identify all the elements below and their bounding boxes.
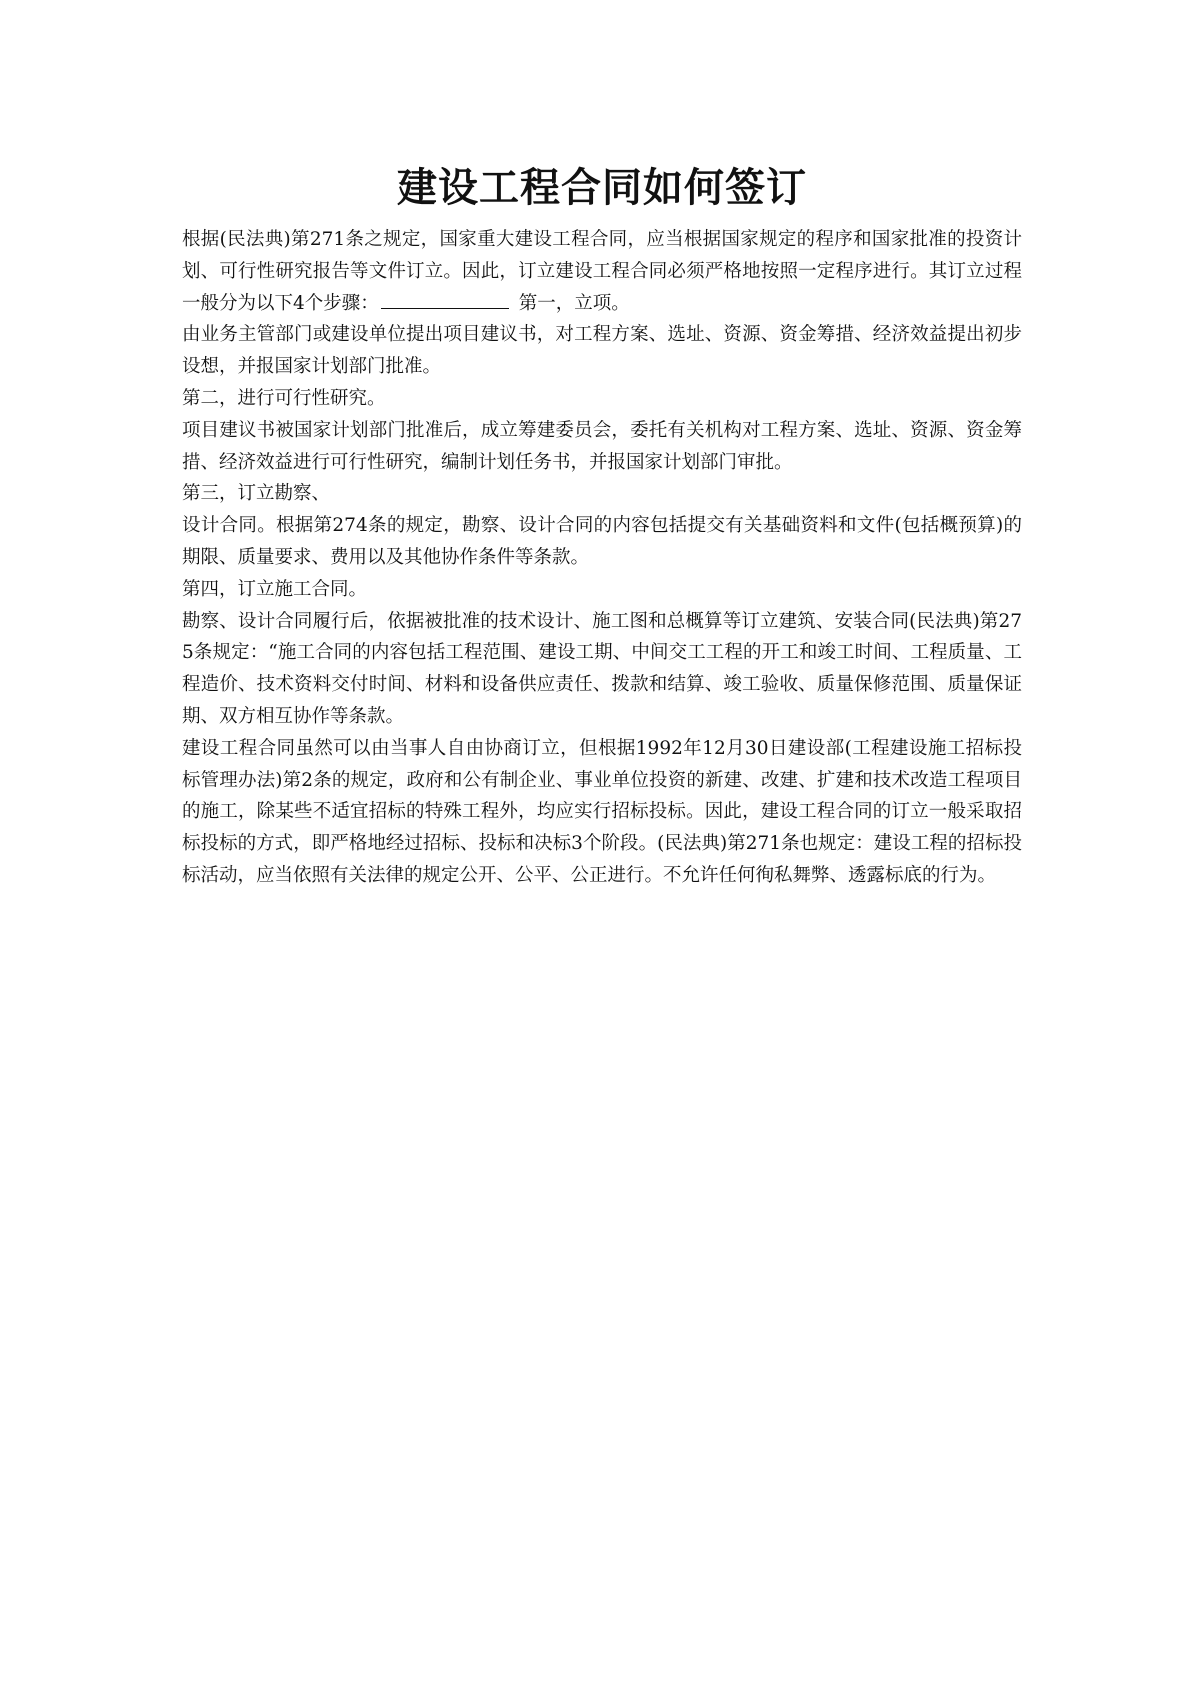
document-body <box>182 160 1022 892</box>
paragraph: 勘察、设计合同履行后，依据被批准的技术设计、施工图和总概算等订立建筑、安装合同(民法典)第275条规定：“施工合同的内容包括工程范围、建设工期、中间交工工程的开工和竣工时间、工程质量、工程造价、技术资料交付时间、材料和设备供应责任、拨款和结算、竣工验收、质量保修范围、质量保证期、双方相互协作等条款。 <box>182 610 1022 727</box>
paragraph: 设计合同。根据第274条的规定，勘察、设计合同的内容包括提交有关基础资料和文件(包括概预算)的期限、质量要求、费用以及其他协作条件等条款。 <box>182 515 1022 568</box>
paragraph: 项目建议书被国家计划部门批准后，成立筹建委员会，委托有关机构对工程方案、选址、资源、资金筹措、经济效益进行可行性研究，编制计划任务书，并报国家计划部门审批。 <box>182 419 1022 473</box>
paragraph-intro <box>182 224 1022 319</box>
paragraph: 建设工程合同虽然可以由当事人自由协商订立，但根据1992年12月30日建设部(工程建设施工招标投标管理办法)第2条的规定，政府和公有制企业、事业单位投资的新建、改建、扩建和技术改造工程项目的施工，除某些不适宜招标的特殊工程外，均应实行招标投标。因此，建设工程合同的订立一般采取招标投标的方式，即严格地经过招标、投标和决标3个阶段。(民法典)第271条也规定：建设工程的招标投标活动，应当依照有关法律的规定公开、公平、公正进行。不允许任何徇私舞弊、透露标底的行为。 <box>182 737 1022 886</box>
intro-text: 根据(民法典)第271条之规定，国家重大建设工程合同，应当根据国家规定的程序和国家批准的投资计划、可行性研究报告等文件订立。因此，订立建设工程合同必须严格地按照一定程序进行。其订立过程一般分为以下4个步骤： <box>182 229 1022 314</box>
paragraph: 第三，订立勘察、 <box>182 483 331 505</box>
document-text <box>182 224 1022 892</box>
paragraph: 由业务主管部门或建设单位提出项目建议书，对工程方案、选址、资源、资金筹措、经济效益提出初步设想，并报国家计划部门批准。 <box>182 324 1022 378</box>
intro-step-one: 第一，立项。 <box>518 292 630 314</box>
document-title: 建设工程合同如何签订 <box>397 164 807 211</box>
paragraph: 第二，进行可行性研究。 <box>182 387 386 409</box>
paragraph: 第四，订立施工合同。 <box>182 578 368 600</box>
fill-in-blank <box>381 288 509 309</box>
